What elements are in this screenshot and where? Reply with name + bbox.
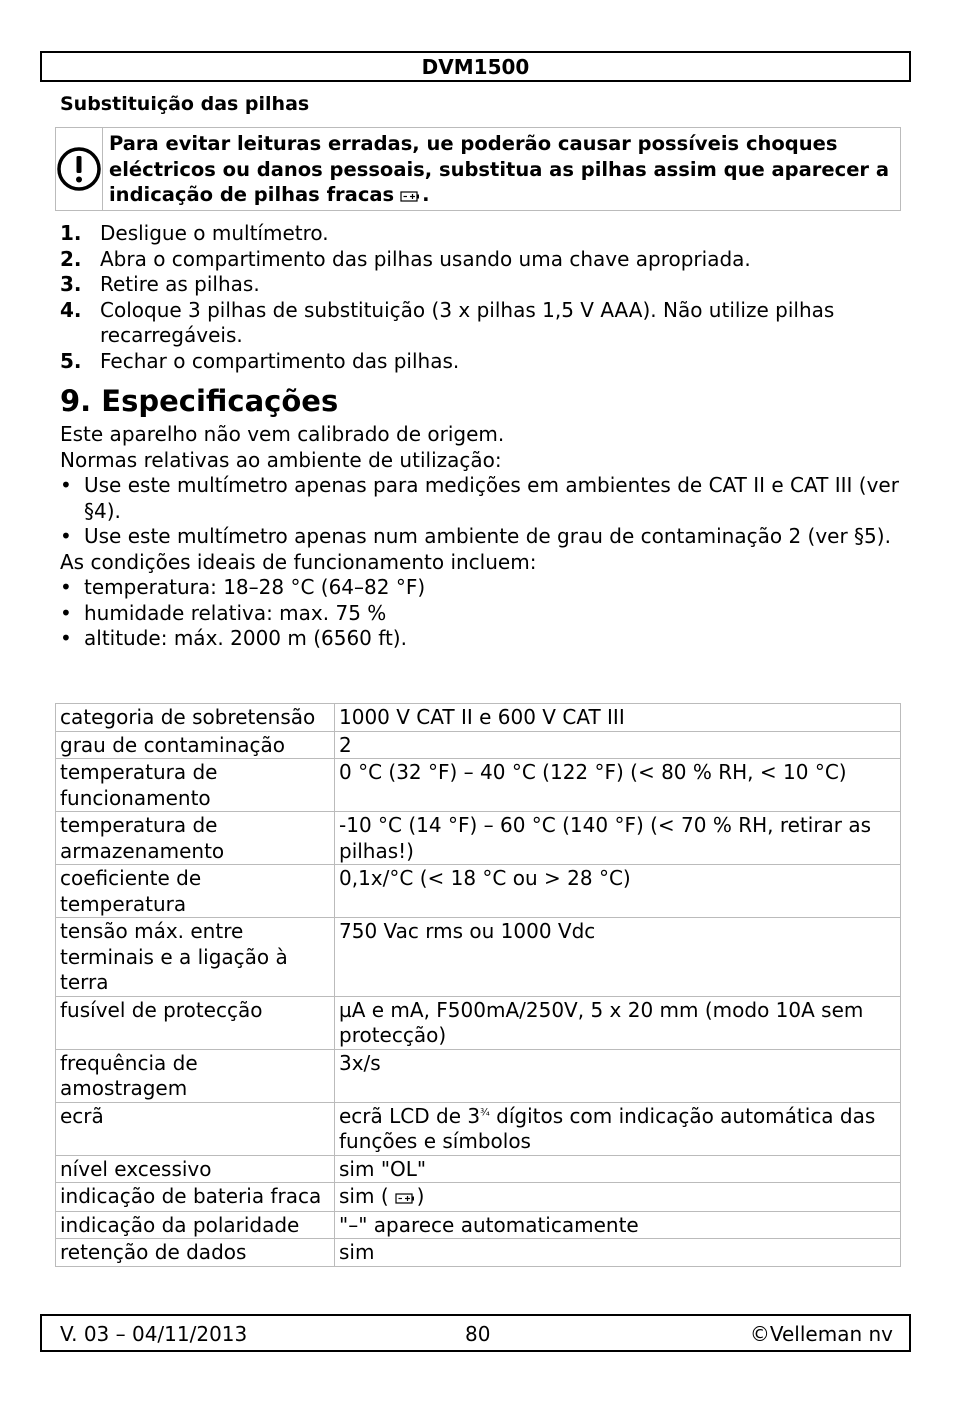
spec-key: fusível de protecção: [56, 996, 335, 1049]
footer-version: V. 03 – 04/11/2013: [60, 1322, 248, 1346]
spec-table: [55, 703, 901, 1267]
spec-value: 3x/s: [335, 1049, 901, 1102]
list-item: [60, 575, 900, 601]
table-row: [56, 1239, 901, 1267]
step-number: 5.: [60, 348, 82, 373]
spec-value-text: dígitos com indicação automática das funções e símbolos: [339, 1103, 876, 1153]
bullet-icon: •: [60, 626, 72, 650]
spec-key: frequência de amostragem: [56, 1049, 335, 1102]
bullet-text: Use este multímetro apenas num ambiente de grau de contaminação 2 (ver §5).: [84, 524, 891, 548]
exclamation-circle-icon: [56, 128, 103, 210]
table-row: [56, 731, 901, 759]
battery-icon: [400, 183, 420, 209]
spec-key: temperatura de armazenamento: [56, 812, 335, 865]
table-row: [56, 704, 901, 732]
bullet-text: altitude: máx. 2000 m (6560 ft).: [84, 626, 407, 650]
bullet-icon: •: [60, 600, 72, 625]
step-list: [60, 221, 900, 374]
spec-value: 1000 V CAT II e 600 V CAT III: [335, 704, 901, 732]
spec-value: 0,1x/°C (< 18 °C ou > 28 °C): [335, 865, 901, 918]
spec-value: [335, 1102, 901, 1155]
model-name: DVM1500: [421, 55, 530, 79]
spec-key: coeficiente de temperatura: [56, 865, 335, 918]
footer-copyright: ©Velleman nv: [749, 1322, 893, 1346]
spec-key: tensão máx. entre terminais e a ligação à terra: [56, 918, 335, 997]
spec-value: µA e mA, F500mA/250V, 5 x 20 mm (modo 10A sem protecção): [335, 996, 901, 1049]
warning-text-block: [103, 128, 900, 210]
list-item: [60, 601, 900, 627]
list-item: [60, 626, 900, 652]
spec-key: indicação de bateria fraca: [56, 1183, 335, 1212]
step-text: Desligue o multímetro.: [100, 221, 329, 245]
list-item: [60, 349, 900, 375]
list-item: [60, 524, 900, 550]
spec-key: ecrã: [56, 1102, 335, 1155]
spec-key: nível excessivo: [56, 1155, 335, 1183]
bullet-icon: •: [60, 575, 72, 599]
step-number: 3.: [60, 272, 82, 296]
spec-key: grau de contaminação: [56, 731, 335, 759]
spec-intro: [60, 422, 900, 652]
spec-value: 750 Vac rms ou 1000 Vdc: [335, 918, 901, 997]
table-row: [56, 812, 901, 865]
intro-line: Este aparelho não vem calibrado de origem.: [60, 422, 505, 446]
step-number: 2.: [60, 246, 82, 271]
spec-value: -10 °C (14 °F) – 60 °C (140 °F) (< 70 % RH, retirar as pilhas!): [335, 812, 901, 865]
fraction-superscript: ¾: [480, 1106, 490, 1118]
spec-value: sim "OL": [335, 1155, 901, 1183]
table-row: [56, 1211, 901, 1239]
table-row: [56, 1183, 901, 1212]
spec-key: temperatura de funcionamento: [56, 759, 335, 812]
bullet-icon: •: [60, 473, 72, 497]
step-text: Fechar o compartimento das pilhas.: [100, 348, 460, 373]
spec-value: sim: [335, 1239, 901, 1267]
conditions-title: As condições ideais de funcionamento incluem:: [60, 549, 537, 574]
list-item: [60, 272, 900, 298]
step-text: Abra o compartimento das pilhas usando uma chave apropriada.: [100, 246, 751, 271]
page-header: [40, 51, 911, 82]
warning-box: [55, 127, 901, 211]
spec-value-text: ecrã LCD de 3: [339, 1103, 481, 1128]
table-row: [56, 1049, 901, 1102]
step-text: Coloque 3 pilhas de substituição (3 x pilhas 1,5 V AAA). Não utilize pilhas recarregáveis.: [100, 297, 835, 347]
page-number: 80: [465, 1322, 491, 1346]
table-row: [56, 1102, 901, 1155]
spec-value: 2: [335, 731, 901, 759]
spec-value-text: sim (: [339, 1184, 389, 1208]
spec-value: [335, 1183, 901, 1212]
table-row: [56, 865, 901, 918]
warning-end: .: [422, 183, 430, 206]
table-row: [56, 918, 901, 997]
spec-value: 0 °C (32 °F) – 40 °C (122 °F) (< 80 % RH, < 10 °C): [335, 759, 901, 812]
intro-line: Normas relativas ao ambiente de utilização:: [60, 447, 502, 472]
spec-value-text: ): [416, 1184, 425, 1208]
battery-icon: [395, 1185, 415, 1211]
spec-value: "–" aparece automaticamente: [335, 1211, 901, 1239]
bullet-icon: •: [60, 524, 72, 548]
list-item: [60, 298, 900, 349]
table-row: [56, 1155, 901, 1183]
bullet-text: humidade relativa: max. 75 %: [84, 600, 387, 625]
warning-text: Para evitar leituras erradas, ue poderão causar possíveis choques eléctricos ou danos pessoais, substitua as pilhas assim que aparecer a indicação de pilhas fracas: [109, 132, 889, 206]
spec-key: categoria de sobretensão: [56, 704, 335, 732]
list-item: [60, 221, 900, 247]
list-item: [60, 473, 900, 524]
spec-key: indicação da polaridade: [56, 1211, 335, 1239]
section-title: Substituição das pilhas: [60, 93, 310, 115]
page-footer: [40, 1314, 911, 1352]
step-number: 4.: [60, 297, 82, 322]
step-number: 1.: [60, 221, 82, 245]
section-heading: 9. Especificações: [60, 384, 339, 418]
step-text: Retire as pilhas.: [100, 272, 260, 296]
spec-key: retenção de dados: [56, 1239, 335, 1267]
list-item: [60, 247, 900, 273]
table-row: [56, 996, 901, 1049]
bullet-text: Use este multímetro apenas para medições em ambientes de CAT II e CAT III (ver §4).: [84, 473, 899, 523]
bullet-text: temperatura: 18–28 °C (64–82 °F): [84, 575, 426, 599]
table-row: [56, 759, 901, 812]
